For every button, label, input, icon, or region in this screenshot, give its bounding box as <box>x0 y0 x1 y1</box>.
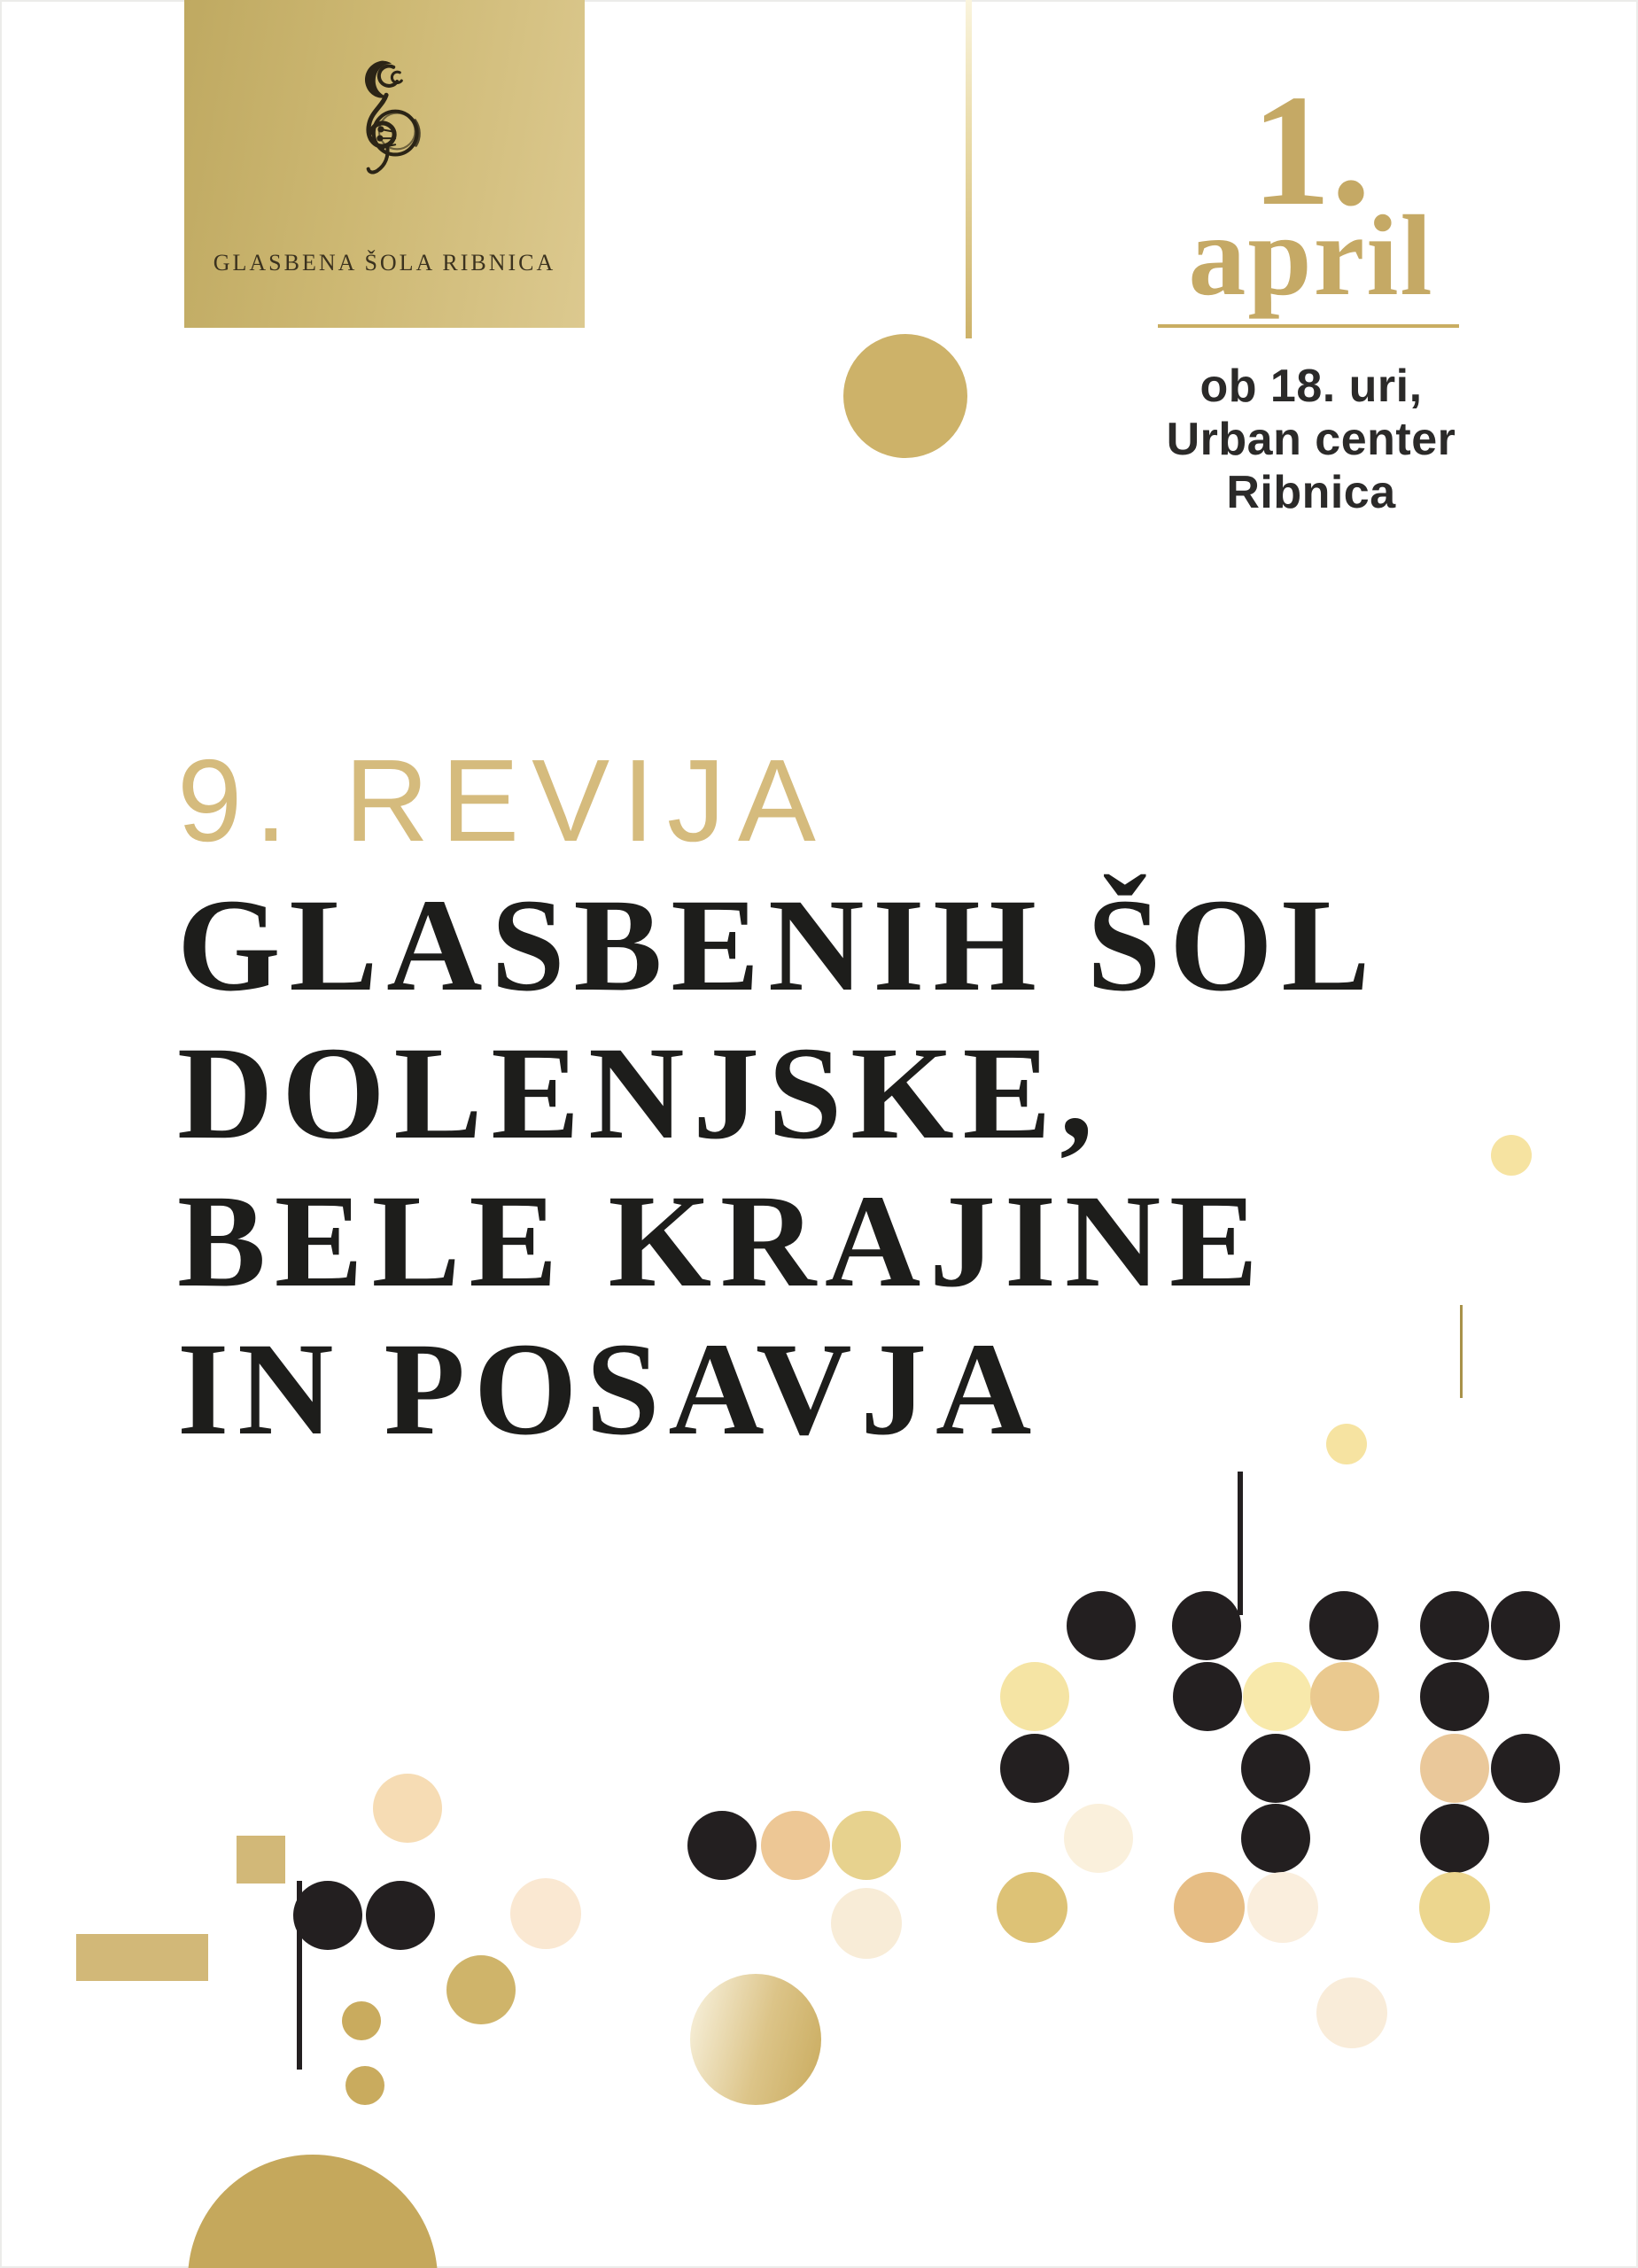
event-day: 1. <box>1251 62 1371 238</box>
decor-dot <box>1243 1662 1312 1731</box>
note-head <box>293 1881 362 1950</box>
decor-dot <box>1241 1804 1310 1873</box>
decor-dot <box>1491 1135 1532 1176</box>
decor-dot <box>831 1888 902 1959</box>
decor-dot <box>1491 1591 1560 1660</box>
venue-line-city: Ribnica <box>1226 467 1396 518</box>
event-month: april <box>1188 192 1434 320</box>
decor-dot <box>1173 1662 1242 1731</box>
decor-dot <box>1000 1734 1069 1803</box>
date-divider <box>1158 324 1459 328</box>
decor-dot-gradient <box>690 1974 821 2105</box>
decor-dot <box>1247 1872 1318 1943</box>
venue-line-time: ob 18. uri, <box>1199 361 1423 412</box>
decor-dot <box>1064 1804 1133 1873</box>
decor-dot <box>1309 1591 1378 1660</box>
school-name: GLASBENA ŠOLA RIBNICA <box>213 250 556 276</box>
decor-dot <box>342 2001 381 2040</box>
decor-dot <box>1241 1734 1310 1803</box>
decor-dot <box>345 2066 384 2105</box>
decor-line <box>1460 1305 1463 1398</box>
note-stem <box>966 0 972 338</box>
music-note-logo-icon <box>330 51 439 213</box>
note-head <box>366 1881 435 1950</box>
decor-dot <box>997 1872 1067 1943</box>
decor-dot <box>687 1811 757 1880</box>
decor-dot <box>1310 1662 1379 1731</box>
decor-dot <box>1067 1591 1136 1660</box>
decor-semicircle <box>188 2155 438 2268</box>
title-line-4: IN POSAVJA <box>177 1316 1041 1463</box>
decor-dot <box>1174 1872 1245 1943</box>
decor-dot <box>1316 1977 1387 2048</box>
decor-dot <box>446 1955 516 2024</box>
decor-dot <box>1420 1734 1489 1803</box>
decor-dot <box>1419 1872 1490 1943</box>
decor-bar <box>76 1934 208 1981</box>
venue-line-place: Urban center <box>1166 414 1456 465</box>
note-head <box>1172 1591 1241 1660</box>
event-title <box>177 872 1378 1464</box>
note-stem <box>1238 1472 1243 1615</box>
title-line-2: DOLENJSKE, <box>177 1020 1102 1167</box>
note-stem <box>297 1881 302 2070</box>
decor-dot <box>373 1774 442 1843</box>
decor-dot <box>832 1811 901 1880</box>
decor-dot <box>510 1878 581 1949</box>
decor-dot <box>1420 1591 1489 1660</box>
decor-dot <box>1000 1662 1069 1731</box>
note-head <box>843 334 967 458</box>
title-line-1: GLASBENIH ŠOL <box>177 872 1379 1019</box>
event-edition: 9. REVIJA <box>177 735 828 866</box>
decor-dot <box>761 1811 830 1880</box>
decor-square <box>237 1836 285 1884</box>
decor-dot <box>1420 1662 1489 1731</box>
title-line-3: BELE KRAJINE <box>177 1168 1267 1315</box>
event-time-venue <box>1134 360 1488 519</box>
decor-dot <box>1420 1804 1489 1873</box>
school-logo-badge <box>184 0 585 328</box>
decor-dot <box>1491 1734 1560 1803</box>
decor-dot <box>1326 1424 1367 1464</box>
